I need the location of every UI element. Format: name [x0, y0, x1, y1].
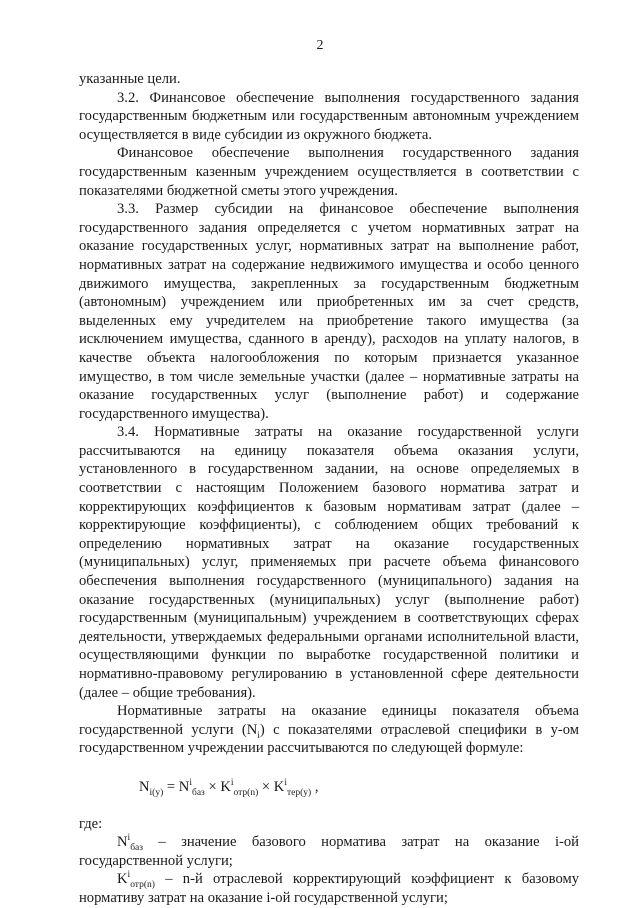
paragraph-continuation: указанные цели. [79, 71, 181, 87]
paragraph-3-2: 3.2. Финансовое обеспечение выполнения государственного задания государственным бюджетным или государственным автономным учреждением осуществляется в виде субсидии из окружного бюджета. [79, 89, 579, 143]
formula-term-2-sup: i [230, 778, 234, 789]
document-body [79, 70, 579, 908]
formula-term-2: K [220, 778, 231, 795]
paragraph-3-2-kazennoe: Финансовое обеспечение выполнения государственного задания государственным казенным учреждением осуществляется в соответствии с показателями бюджетной сметы этого учреждения. [79, 145, 579, 199]
where-label: где: [79, 815, 103, 832]
formula-eq: = [163, 778, 179, 795]
formula-lhs-sub: i(y) [149, 787, 164, 798]
paragraph-formula-intro [79, 702, 579, 758]
formula-times-2: × [258, 778, 274, 795]
definition-2-symbol: K [117, 871, 128, 888]
formula-term-3: K [273, 778, 285, 795]
definition-2-text: – n-й отраслевой корректирующий коэффициент к базовому нормативу затрат на оказание i-ой государственной услуги; [79, 871, 579, 906]
paragraph-3-4: 3.4. Нормативные затраты на оказание государственной услуги рассчитываются на единицу показателя объема оказания услуги, установленного в государственном задании, на основе определяемых в соответствии с настоящим Положением базового норматива затрат и корректирующих коэффициентов к базовым нормативам затрат (далее – корректирующие коэффициенты), с соблюдением общих требований к определению нормативных затрат на оказание государственных (муниципальных) услуг, применяемых при расчете объема финансового обеспечения выполнения государственного (муниципального) задания на оказание государственных (муниципальных) услуг (выполнение работ) государственным (муниципальным) учреждением в соответствующих сферах деятельности, утверждаемых федеральными органами исполнительной власти, осуществляющими функции по выработке государственной политики и нормативно-правовому регулированию в установленной сфере деятельности (далее – общие требования). [79, 424, 579, 701]
definition-industry-coef [79, 870, 579, 907]
formula-lhs: N [139, 778, 150, 795]
paragraph-3-3: 3.3. Размер субсидии на финансовое обеспечение выполнения государственного задания определяется с учетом нормативных затрат на оказание государственных услуг, нормативных затрат на выполнение работ, нормативных затрат на содержание недвижимого имущества и особо ценного движимого имущества, закрепленных за государственным бюджетным (автономным) учреждением или приобретенных им за счет средств, выделенных ему учредителем на приобретение такого имущества (за исключением имущества, сданного в аренду), расходов на уплату налогов, в качестве объекта налогообложения по которым признается указанное имущество, в том числе земельные участки (далее – нормативные затраты на оказание государственных услуг (выполнение работ) и содержание государственного имущества). [79, 201, 579, 422]
definition-2-sub: отр(n) [130, 880, 155, 891]
formula-term-2-sub: отр(n) [233, 787, 259, 798]
formula-term-1: N [178, 778, 190, 795]
definition-1-sup: i [127, 833, 131, 844]
formula-term-1-sub: баз [191, 787, 205, 798]
formula-intro-pre: Нормативные затраты на оказание единицы показателя объема государственной услуги (N [79, 703, 579, 738]
page-number: 2 [316, 38, 324, 53]
definition-2-sup: i [127, 870, 131, 881]
formula-term-3-sup: i [284, 778, 287, 789]
formula [79, 778, 579, 797]
formula-times-1: × [204, 778, 221, 795]
definition-1-symbol: N [117, 834, 128, 851]
definition-1-text: – значение базового норматива затрат на оказание i-ой государственной услуги; [79, 834, 579, 869]
formula-intro-sub: i [257, 730, 260, 741]
definition-base-norm [79, 833, 579, 870]
formula-term-3-sub: тер(y) [286, 787, 312, 798]
formula-term-1-sup: i [189, 778, 192, 789]
formula-tail: , [311, 778, 319, 795]
definition-1-sub: баз [130, 843, 143, 854]
formula-intro-post: ) с показателями отраслевой специфики в y-ом государственном учреждении рассчитываются по следующей формуле: [79, 721, 579, 757]
